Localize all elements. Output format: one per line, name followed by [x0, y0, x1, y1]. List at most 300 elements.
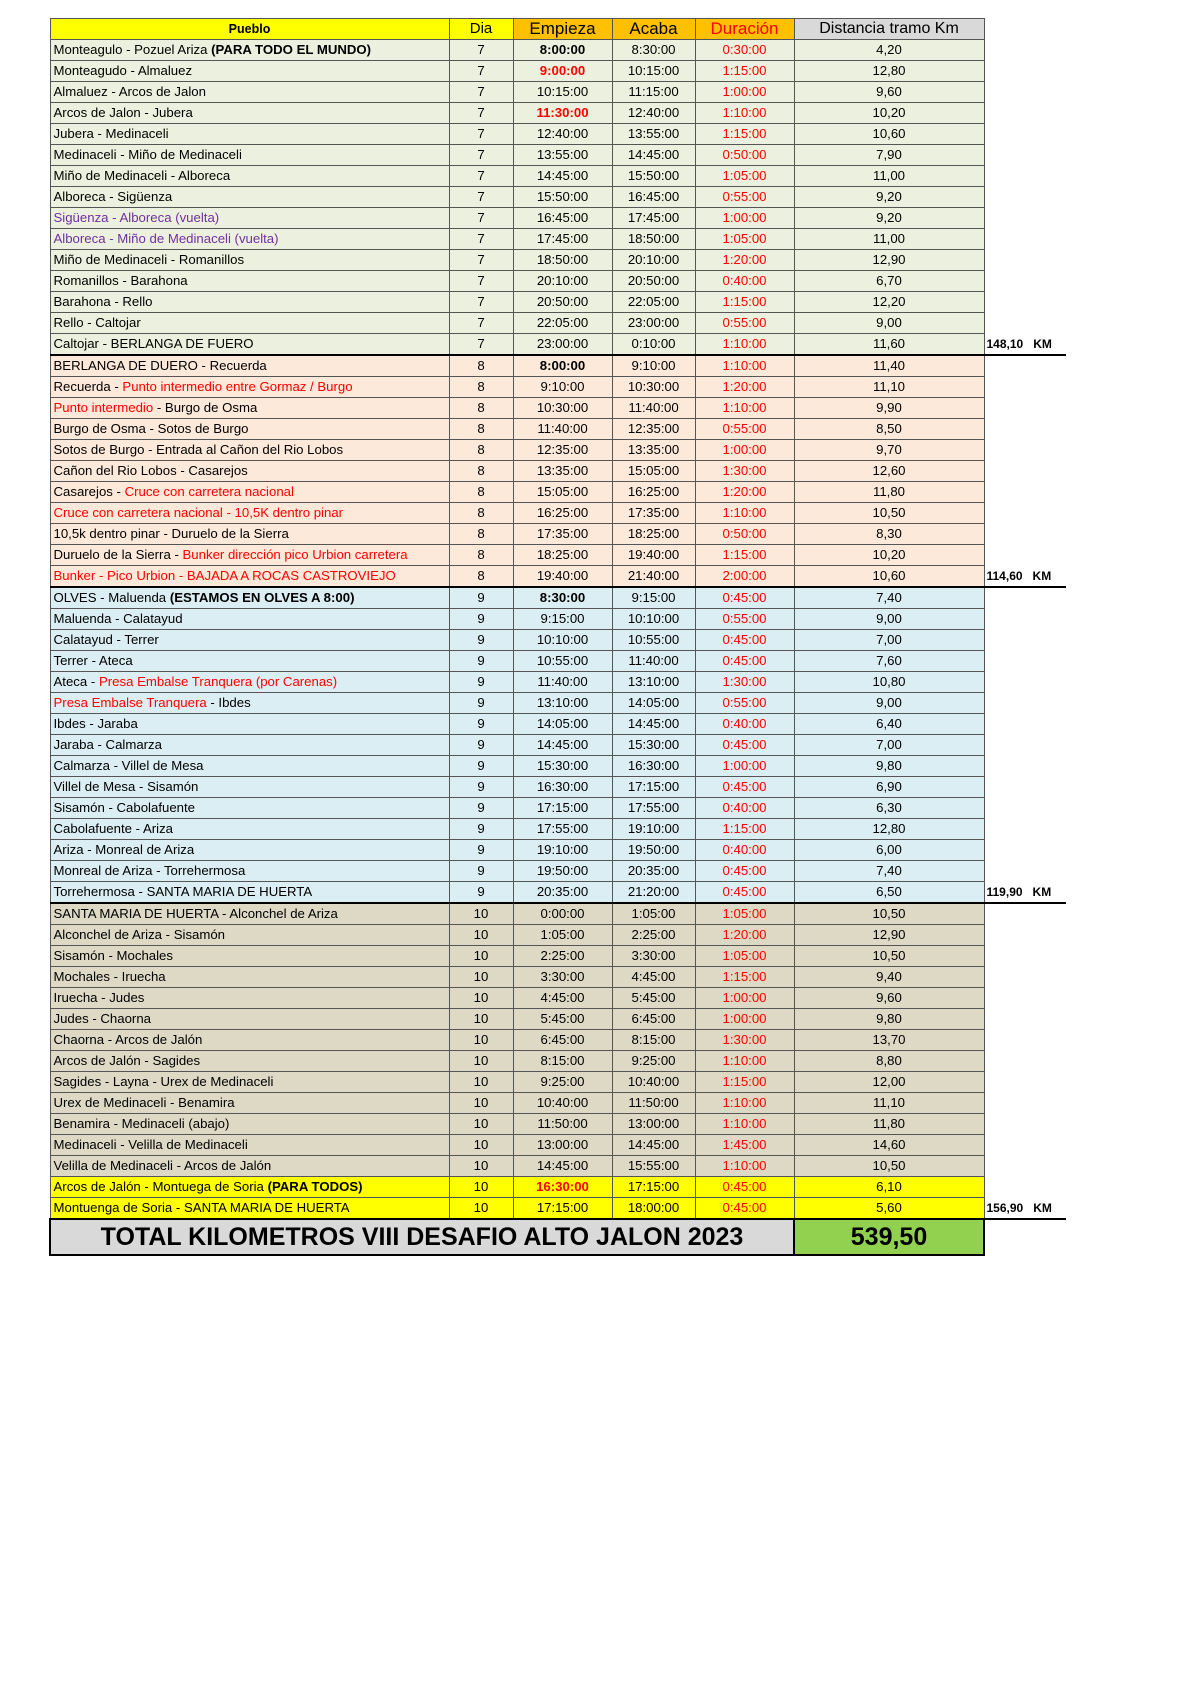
row-dia: 8 — [449, 355, 513, 377]
row-day-total — [984, 503, 1066, 524]
pueblo-segment: 10,5k dentro pinar - Duruelo de la Sierra — [53, 526, 289, 541]
row-distancia: 12,80 — [794, 819, 984, 840]
row-day-total — [984, 1051, 1066, 1072]
row-pueblo — [50, 714, 449, 735]
row-pueblo — [50, 798, 449, 819]
row-duracion: 0:55:00 — [695, 187, 794, 208]
row-dia: 8 — [449, 566, 513, 588]
row-day-total — [984, 1114, 1066, 1135]
row-duracion: 1:00:00 — [695, 82, 794, 103]
pueblo-segment: Jubera - Medinaceli — [53, 126, 169, 141]
row-day-total — [984, 903, 1066, 925]
row-distancia: 12,90 — [794, 250, 984, 271]
row-distancia: 12,80 — [794, 61, 984, 82]
row-distancia: 12,00 — [794, 1072, 984, 1093]
row-dia: 7 — [449, 292, 513, 313]
row-day-total — [984, 693, 1066, 714]
row-pueblo — [50, 672, 449, 693]
row-distancia: 11,40 — [794, 355, 984, 377]
row-empieza: 12:35:00 — [513, 440, 612, 461]
row-empieza: 19:10:00 — [513, 840, 612, 861]
row-pueblo — [50, 187, 449, 208]
pueblo-segment: - Burgo de Osma — [153, 400, 258, 415]
row-acaba: 14:45:00 — [612, 1135, 695, 1156]
row-day-total: 119,90 KM — [984, 882, 1066, 904]
row-distancia: 8,50 — [794, 419, 984, 440]
table-row — [50, 503, 1066, 524]
row-acaba: 9:25:00 — [612, 1051, 695, 1072]
row-duracion: 2:00:00 — [695, 566, 794, 588]
row-duracion: 1:00:00 — [695, 988, 794, 1009]
row-acaba: 19:10:00 — [612, 819, 695, 840]
row-distancia: 10,50 — [794, 503, 984, 524]
row-day-total — [984, 208, 1066, 229]
row-dia: 10 — [449, 1051, 513, 1072]
row-duracion: 1:15:00 — [695, 124, 794, 145]
row-distancia: 10,50 — [794, 946, 984, 967]
row-day-total — [984, 1156, 1066, 1177]
row-duracion: 1:10:00 — [695, 1114, 794, 1135]
row-dia: 9 — [449, 609, 513, 630]
row-day-total: 156,90 KM — [984, 1198, 1066, 1220]
table-row — [50, 40, 1066, 61]
row-acaba: 15:55:00 — [612, 1156, 695, 1177]
row-day-total — [984, 313, 1066, 334]
row-acaba: 23:00:00 — [612, 313, 695, 334]
row-duracion: 0:45:00 — [695, 651, 794, 672]
row-empieza: 13:35:00 — [513, 461, 612, 482]
row-empieza: 15:50:00 — [513, 187, 612, 208]
table-row — [50, 1177, 1066, 1198]
row-distancia: 10,60 — [794, 124, 984, 145]
row-duracion: 1:15:00 — [695, 1072, 794, 1093]
row-pueblo — [50, 461, 449, 482]
row-acaba: 16:45:00 — [612, 187, 695, 208]
table-row — [50, 861, 1066, 882]
header-acaba: Acaba — [612, 19, 695, 40]
table-row — [50, 250, 1066, 271]
row-pueblo — [50, 1030, 449, 1051]
row-acaba: 15:50:00 — [612, 166, 695, 187]
table-row — [50, 419, 1066, 440]
row-distancia: 9,90 — [794, 398, 984, 419]
table-row — [50, 82, 1066, 103]
row-dia: 10 — [449, 903, 513, 925]
row-empieza: 17:15:00 — [513, 1198, 612, 1220]
row-dia: 10 — [449, 1114, 513, 1135]
pueblo-segment: Punto intermedio — [53, 400, 154, 415]
pueblo-segment: Arcos de Jalón - Montuega de Soria — [53, 1179, 268, 1194]
row-duracion: 0:30:00 — [695, 40, 794, 61]
pueblo-segment: Punto intermedio entre Gormaz / Burgo — [122, 379, 353, 394]
row-dia: 9 — [449, 672, 513, 693]
row-empieza: 10:55:00 — [513, 651, 612, 672]
row-distancia: 12,60 — [794, 461, 984, 482]
row-day-total — [984, 229, 1066, 250]
row-duracion: 1:10:00 — [695, 1051, 794, 1072]
row-duracion: 0:55:00 — [695, 313, 794, 334]
row-acaba: 10:55:00 — [612, 630, 695, 651]
row-acaba: 21:40:00 — [612, 566, 695, 588]
row-empieza: 8:15:00 — [513, 1051, 612, 1072]
row-duracion: 1:10:00 — [695, 334, 794, 356]
row-distancia: 6,10 — [794, 1177, 984, 1198]
row-acaba: 21:20:00 — [612, 882, 695, 904]
row-pueblo — [50, 271, 449, 292]
pueblo-segment: Almaluez - Arcos de Jalon — [53, 84, 206, 99]
table-row — [50, 398, 1066, 419]
row-pueblo — [50, 482, 449, 503]
row-distancia: 10,20 — [794, 545, 984, 566]
row-acaba: 9:15:00 — [612, 587, 695, 609]
pueblo-segment: Mochales - Iruecha — [53, 969, 166, 984]
table-row — [50, 609, 1066, 630]
row-empieza: 10:30:00 — [513, 398, 612, 419]
row-duracion: 0:40:00 — [695, 714, 794, 735]
row-acaba: 1:05:00 — [612, 903, 695, 925]
row-distancia: 5,60 — [794, 1198, 984, 1220]
row-empieza: 19:50:00 — [513, 861, 612, 882]
row-distancia: 6,50 — [794, 882, 984, 904]
pueblo-segment: Montuenga de Soria - SANTA MARIA DE HUERTA — [53, 1200, 350, 1215]
row-dia: 7 — [449, 208, 513, 229]
table-row — [50, 166, 1066, 187]
row-day-total — [984, 166, 1066, 187]
pueblo-segment: Calatayud - Terrer — [53, 632, 159, 647]
row-day-total — [984, 1072, 1066, 1093]
row-pueblo — [50, 292, 449, 313]
pueblo-segment: BERLANGA DE DUERO - Recuerda — [53, 358, 267, 373]
row-day-total — [984, 967, 1066, 988]
row-distancia: 9,80 — [794, 756, 984, 777]
row-empieza: 9:15:00 — [513, 609, 612, 630]
row-day-total — [984, 1135, 1066, 1156]
row-duracion: 1:00:00 — [695, 440, 794, 461]
row-acaba: 11:15:00 — [612, 82, 695, 103]
row-pueblo — [50, 377, 449, 398]
row-distancia: 7,40 — [794, 861, 984, 882]
pueblo-segment: Ateca - — [53, 674, 99, 689]
row-empieza: 19:40:00 — [513, 566, 612, 588]
row-dia: 9 — [449, 735, 513, 756]
table-row — [50, 355, 1066, 377]
row-dia: 9 — [449, 630, 513, 651]
row-day-total — [984, 145, 1066, 166]
row-acaba: 18:50:00 — [612, 229, 695, 250]
row-dia: 7 — [449, 40, 513, 61]
table-row — [50, 1030, 1066, 1051]
row-duracion: 0:45:00 — [695, 861, 794, 882]
row-empieza: 14:05:00 — [513, 714, 612, 735]
row-pueblo — [50, 1198, 449, 1220]
row-distancia: 10,50 — [794, 903, 984, 925]
row-duracion: 0:45:00 — [695, 630, 794, 651]
row-acaba: 15:30:00 — [612, 735, 695, 756]
row-duracion: 0:55:00 — [695, 609, 794, 630]
row-empieza: 4:45:00 — [513, 988, 612, 1009]
row-day-total — [984, 40, 1066, 61]
row-acaba: 16:25:00 — [612, 482, 695, 503]
total-side-blank — [984, 1219, 1066, 1255]
row-pueblo — [50, 882, 449, 904]
header-dia: Dia — [449, 19, 513, 40]
pueblo-segment: Judes - Chaorna — [53, 1011, 151, 1026]
table-row — [50, 482, 1066, 503]
table-row — [50, 672, 1066, 693]
row-duracion: 1:15:00 — [695, 545, 794, 566]
pueblo-segment: Monreal de Ariza - Torrehermosa — [53, 863, 246, 878]
row-dia: 7 — [449, 61, 513, 82]
header-pueblo: Pueblo — [50, 19, 449, 40]
row-distancia: 11,80 — [794, 1114, 984, 1135]
row-distancia: 8,30 — [794, 524, 984, 545]
table-row — [50, 1135, 1066, 1156]
row-distancia: 7,40 — [794, 587, 984, 609]
row-dia: 9 — [449, 798, 513, 819]
row-day-total — [984, 419, 1066, 440]
pueblo-segment: (PARA TODOS) — [267, 1179, 363, 1194]
row-dia: 9 — [449, 777, 513, 798]
table-row — [50, 103, 1066, 124]
table-row — [50, 735, 1066, 756]
table-row — [50, 208, 1066, 229]
row-duracion: 1:05:00 — [695, 166, 794, 187]
pueblo-segment: Bunker dirección pico Urbion carretera — [182, 547, 408, 562]
row-day-total — [984, 545, 1066, 566]
pueblo-segment: SANTA MARIA DE HUERTA - Alconchel de Ariza — [53, 906, 338, 921]
row-pueblo — [50, 819, 449, 840]
row-duracion: 1:05:00 — [695, 946, 794, 967]
row-distancia: 11,60 — [794, 334, 984, 356]
pueblo-segment: Cruce con carretera nacional - 10,5K dentro pinar — [53, 505, 344, 520]
pueblo-segment: Maluenda - Calatayud — [53, 611, 183, 626]
row-day-total — [984, 482, 1066, 503]
row-day-total — [984, 861, 1066, 882]
row-empieza: 9:25:00 — [513, 1072, 612, 1093]
row-duracion: 0:45:00 — [695, 1198, 794, 1220]
row-empieza: 12:40:00 — [513, 124, 612, 145]
table-row — [50, 229, 1066, 250]
row-acaba: 13:55:00 — [612, 124, 695, 145]
schedule-rows — [50, 40, 1066, 1220]
row-distancia: 9,20 — [794, 187, 984, 208]
row-pueblo — [50, 587, 449, 609]
row-day-total — [984, 124, 1066, 145]
row-pueblo — [50, 1135, 449, 1156]
pueblo-segment: Miño de Medinaceli - Alboreca — [53, 168, 231, 183]
row-pueblo — [50, 440, 449, 461]
table-row — [50, 988, 1066, 1009]
row-duracion: 1:15:00 — [695, 819, 794, 840]
row-day-total — [984, 398, 1066, 419]
row-acaba: 18:00:00 — [612, 1198, 695, 1220]
row-day-total — [984, 250, 1066, 271]
row-duracion: 1:00:00 — [695, 756, 794, 777]
row-pueblo — [50, 250, 449, 271]
table-row — [50, 1156, 1066, 1177]
row-distancia: 11,00 — [794, 229, 984, 250]
row-distancia: 12,90 — [794, 925, 984, 946]
row-duracion: 0:55:00 — [695, 419, 794, 440]
row-distancia: 6,30 — [794, 798, 984, 819]
row-pueblo — [50, 1156, 449, 1177]
row-pueblo — [50, 229, 449, 250]
row-distancia: 10,20 — [794, 103, 984, 124]
row-empieza: 20:50:00 — [513, 292, 612, 313]
row-distancia: 9,70 — [794, 440, 984, 461]
row-acaba: 14:45:00 — [612, 714, 695, 735]
row-pueblo — [50, 1093, 449, 1114]
row-acaba: 17:15:00 — [612, 777, 695, 798]
row-dia: 10 — [449, 1009, 513, 1030]
pueblo-segment: Iruecha - Judes — [53, 990, 145, 1005]
row-dia: 7 — [449, 313, 513, 334]
row-acaba: 19:50:00 — [612, 840, 695, 861]
row-acaba: 9:10:00 — [612, 355, 695, 377]
table-row — [50, 440, 1066, 461]
pueblo-segment: Sagides - Layna - Urex de Medinaceli — [53, 1074, 274, 1089]
table-row — [50, 1009, 1066, 1030]
row-dia: 8 — [449, 419, 513, 440]
row-day-total — [984, 756, 1066, 777]
row-pueblo — [50, 1177, 449, 1198]
row-acaba: 8:15:00 — [612, 1030, 695, 1051]
row-dia: 7 — [449, 334, 513, 356]
row-empieza: 22:05:00 — [513, 313, 612, 334]
row-duracion: 1:30:00 — [695, 672, 794, 693]
row-distancia: 7,60 — [794, 651, 984, 672]
row-dia: 9 — [449, 840, 513, 861]
row-acaba: 16:30:00 — [612, 756, 695, 777]
row-empieza: 10:15:00 — [513, 82, 612, 103]
row-acaba: 19:40:00 — [612, 545, 695, 566]
row-empieza: 20:10:00 — [513, 271, 612, 292]
row-duracion: 1:10:00 — [695, 503, 794, 524]
row-distancia: 9,20 — [794, 208, 984, 229]
row-dia: 9 — [449, 693, 513, 714]
row-day-total — [984, 630, 1066, 651]
table-row — [50, 1051, 1066, 1072]
row-dia: 10 — [449, 1072, 513, 1093]
row-acaba: 17:45:00 — [612, 208, 695, 229]
pueblo-segment: Villel de Mesa - Sisamón — [53, 779, 199, 794]
row-acaba: 12:35:00 — [612, 419, 695, 440]
table-row — [50, 925, 1066, 946]
row-dia: 9 — [449, 651, 513, 672]
row-dia: 10 — [449, 1030, 513, 1051]
row-dia: 8 — [449, 524, 513, 545]
row-duracion: 0:40:00 — [695, 840, 794, 861]
row-dia: 9 — [449, 882, 513, 904]
row-duracion: 1:10:00 — [695, 103, 794, 124]
row-empieza: 15:30:00 — [513, 756, 612, 777]
table-row — [50, 124, 1066, 145]
row-empieza: 8:00:00 — [513, 40, 612, 61]
row-dia: 9 — [449, 861, 513, 882]
row-acaba: 17:35:00 — [612, 503, 695, 524]
header-duracion: Duración — [695, 19, 794, 40]
row-empieza: 9:10:00 — [513, 377, 612, 398]
row-dia: 8 — [449, 440, 513, 461]
table-row — [50, 714, 1066, 735]
row-distancia: 9,00 — [794, 609, 984, 630]
row-distancia: 10,50 — [794, 1156, 984, 1177]
table-row — [50, 145, 1066, 166]
row-pueblo — [50, 1051, 449, 1072]
table-row — [50, 840, 1066, 861]
row-empieza: 18:25:00 — [513, 545, 612, 566]
pueblo-segment: (ESTAMOS EN OLVES A 8:00) — [169, 590, 355, 605]
row-dia: 10 — [449, 1156, 513, 1177]
row-distancia: 11,10 — [794, 377, 984, 398]
row-duracion: 1:45:00 — [695, 1135, 794, 1156]
row-dia: 8 — [449, 545, 513, 566]
pueblo-segment: Presa Embalse Tranquera — [53, 695, 207, 710]
row-pueblo — [50, 967, 449, 988]
row-acaba: 20:10:00 — [612, 250, 695, 271]
row-dia: 9 — [449, 756, 513, 777]
row-duracion: 1:00:00 — [695, 208, 794, 229]
pueblo-segment: Romanillos - Barahona — [53, 273, 188, 288]
pueblo-segment: Arcos de Jalón - Sagides — [53, 1053, 201, 1068]
row-duracion: 1:05:00 — [695, 229, 794, 250]
row-acaba: 6:45:00 — [612, 1009, 695, 1030]
pueblo-segment: Ariza - Monreal de Ariza — [53, 842, 195, 857]
pueblo-segment: Barahona - Rello — [53, 294, 153, 309]
pueblo-segment: Terrer - Ateca — [53, 653, 133, 668]
row-empieza: 17:45:00 — [513, 229, 612, 250]
row-acaba: 17:15:00 — [612, 1177, 695, 1198]
pueblo-segment: Sisamón - Cabolafuente — [53, 800, 195, 815]
row-day-total — [984, 672, 1066, 693]
table-row — [50, 313, 1066, 334]
row-day-total — [984, 187, 1066, 208]
pueblo-segment: Presa Embalse Tranquera (por Carenas) — [98, 674, 338, 689]
pueblo-segment: Alconchel de Ariza - Sisamón — [53, 927, 226, 942]
row-day-total — [984, 292, 1066, 313]
row-duracion: 1:30:00 — [695, 1030, 794, 1051]
row-empieza: 13:10:00 — [513, 693, 612, 714]
row-pueblo — [50, 124, 449, 145]
row-pueblo — [50, 82, 449, 103]
pueblo-segment: Bunker - Pico Urbion - BAJADA A ROCAS CASTROVIEJO — [53, 568, 396, 583]
row-acaba: 11:50:00 — [612, 1093, 695, 1114]
row-acaba: 14:05:00 — [612, 693, 695, 714]
row-dia: 10 — [449, 1093, 513, 1114]
row-dia: 8 — [449, 398, 513, 419]
table-row — [50, 271, 1066, 292]
pueblo-segment: Calmarza - Villel de Mesa — [53, 758, 204, 773]
row-distancia: 4,20 — [794, 40, 984, 61]
row-duracion: 0:55:00 — [695, 693, 794, 714]
row-empieza: 11:40:00 — [513, 419, 612, 440]
pueblo-segment: Rello - Caltojar — [53, 315, 141, 330]
header-row — [50, 19, 1066, 40]
row-day-total — [984, 377, 1066, 398]
pueblo-segment: Burgo de Osma - Sotos de Burgo — [53, 421, 249, 436]
row-acaba: 10:15:00 — [612, 61, 695, 82]
row-dia: 10 — [449, 1198, 513, 1220]
row-empieza: 0:00:00 — [513, 903, 612, 925]
row-duracion: 0:45:00 — [695, 587, 794, 609]
row-dia: 7 — [449, 229, 513, 250]
row-empieza: 17:15:00 — [513, 798, 612, 819]
row-acaba: 4:45:00 — [612, 967, 695, 988]
row-pueblo — [50, 40, 449, 61]
row-duracion: 1:20:00 — [695, 482, 794, 503]
row-duracion: 1:20:00 — [695, 250, 794, 271]
row-pueblo — [50, 756, 449, 777]
